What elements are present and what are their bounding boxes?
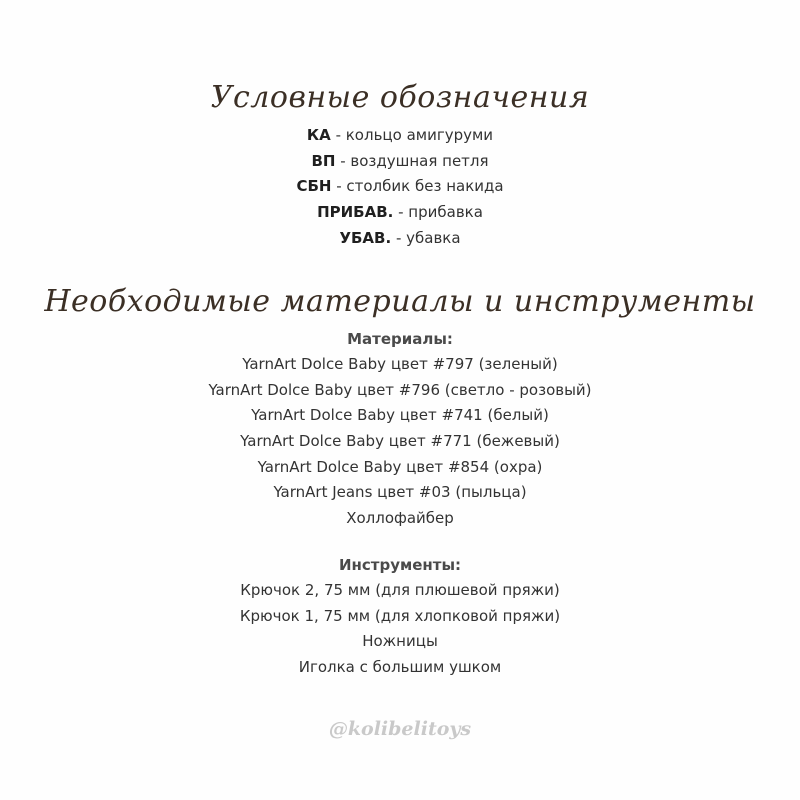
legend-title: Условные обозначения [210,80,590,115]
legend-list [0,123,800,251]
legend-desc: кольцо амигуруми [345,126,494,144]
legend-abbr: ВП [311,151,336,170]
material-item: YarnArt Dolce Baby цвет #797 (зеленый) [242,355,558,373]
legend-desc: столбик без накида [346,177,504,196]
tool-item: Крючок 2, 75 мм (для плюшевой пряжи) [240,581,560,599]
legend-sep: - [393,203,409,222]
materials-list [0,352,800,532]
material-item: YarnArt Dolce Baby цвет #771 (бежевый) [240,432,560,451]
legend-sep: - [331,177,347,196]
material-item: Холлофайбер [346,509,454,528]
legend-desc: воздушная петля [350,151,489,170]
legend-abbr: КА [306,126,331,144]
materials-tools-title: Необходимые материалы и инструменты [44,284,756,319]
legend-item [0,226,800,252]
legend-item [0,123,800,149]
material-item: YarnArt Dolce Baby цвет #741 (белый) [251,406,549,425]
material-item: YarnArt Jeans цвет #03 (пыльца) [273,483,527,502]
legend-abbr: СБН [296,177,332,196]
material-item: YarnArt Dolce Baby цвет #854 (охра) [257,457,543,476]
legend-desc: прибавка [408,203,483,222]
author-handle-watermark: @kolibelitoys [328,718,472,740]
legend-sep: - [335,151,351,170]
legend-abbr: УБАВ. [339,228,392,247]
tool-item: Иголка с большим ушком [298,658,502,677]
legend-desc: убавка [406,228,461,247]
tool-item: Крючок 1, 75 мм (для хлопковой пряжи) [239,606,561,625]
material-item: YarnArt Dolce Baby цвет #796 (светло - розовый) [208,380,592,399]
legend-item [0,200,800,226]
tools-label: Инструменты: [338,556,462,574]
legend-item [0,149,800,175]
tool-item: Ножницы [362,632,438,651]
tools-list [0,578,800,681]
legend-abbr: ПРИБАВ. [317,203,394,222]
legend-sep: - [391,228,407,247]
materials-label: Материалы: [347,330,453,348]
legend-item [0,174,800,200]
legend-sep: - [330,126,346,144]
